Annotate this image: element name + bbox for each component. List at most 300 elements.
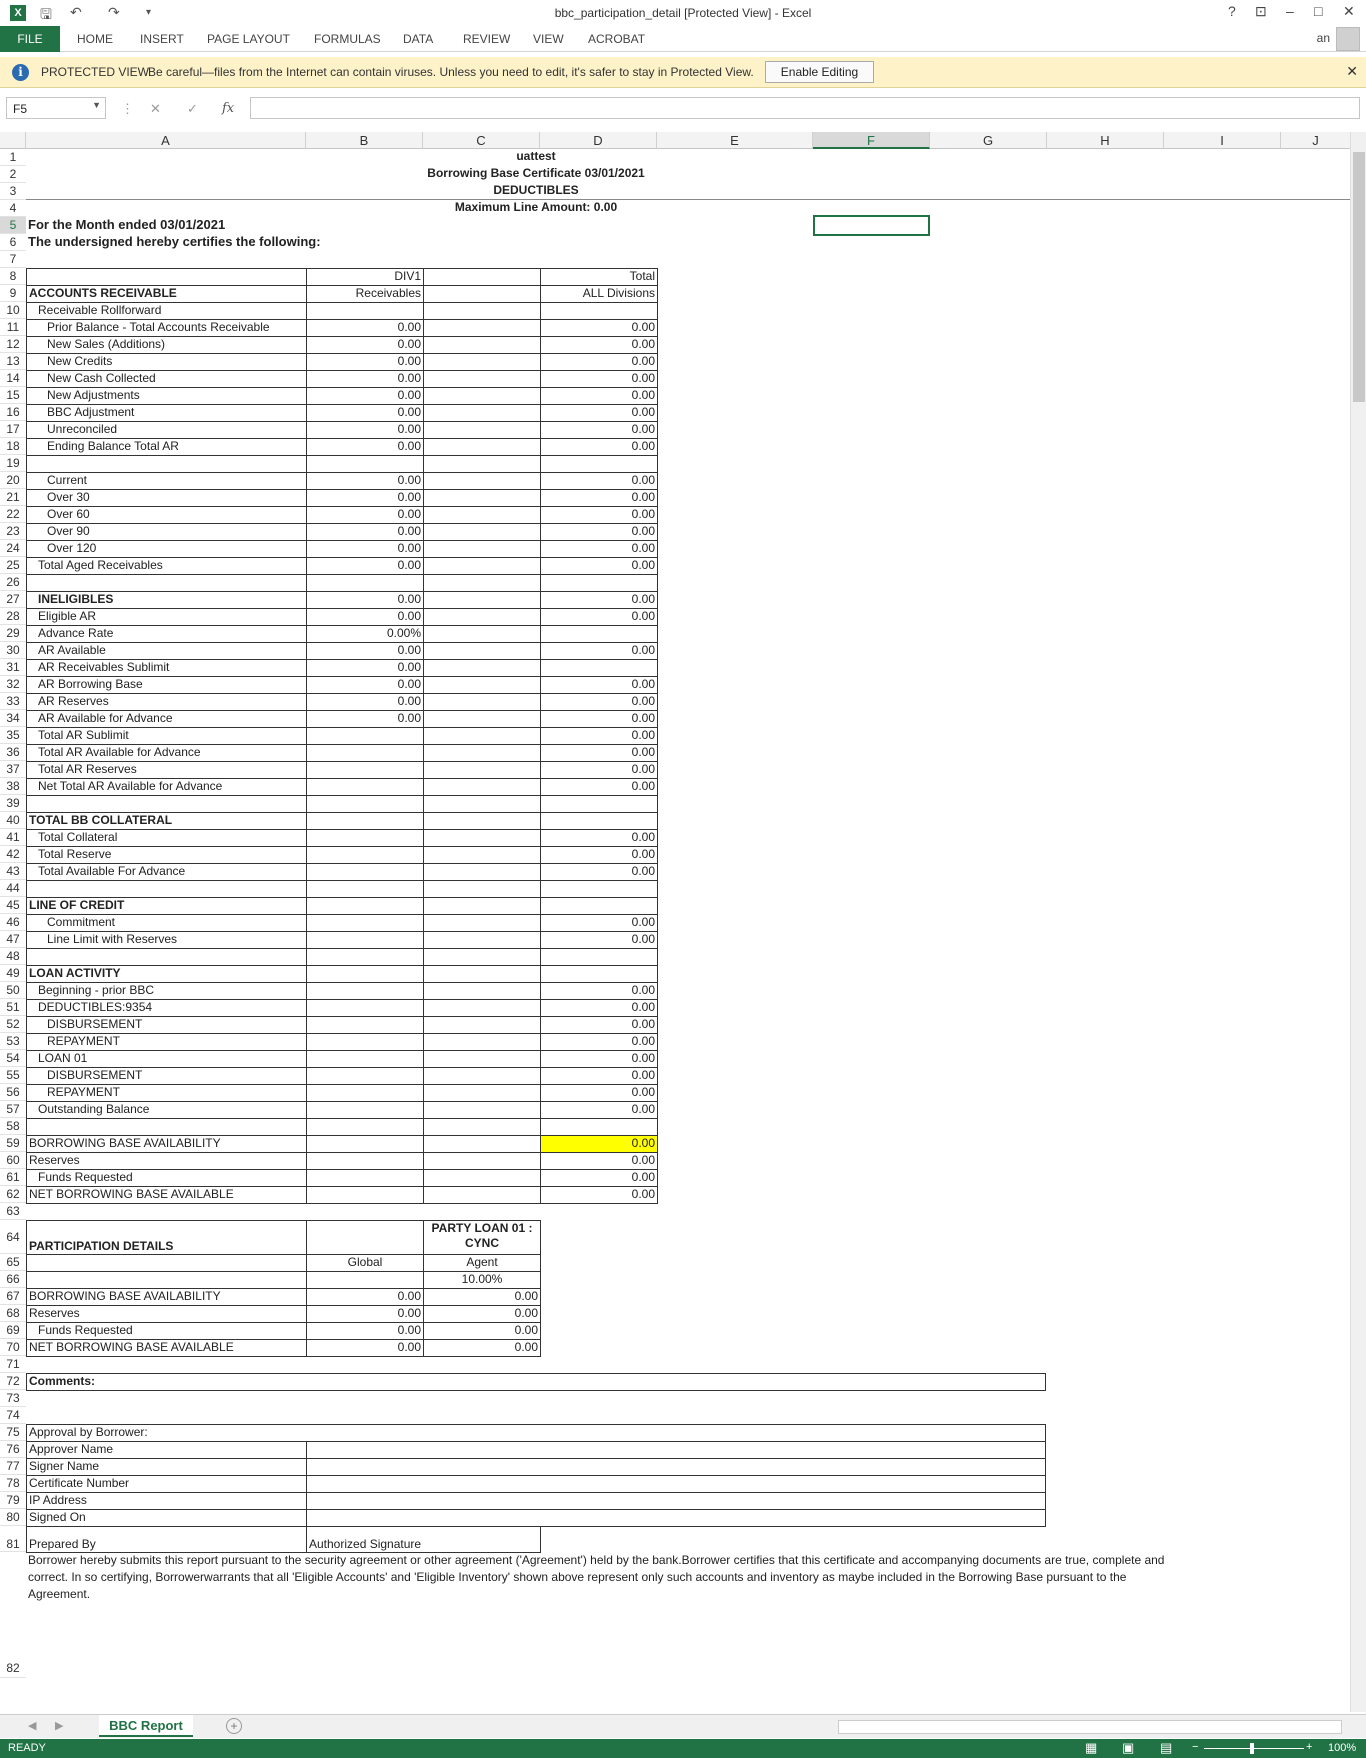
row-label[interactable] (26, 574, 307, 592)
value-div1[interactable] (306, 1152, 424, 1170)
value-total[interactable]: 0.00 (540, 421, 658, 439)
value-total[interactable]: 0.00 (540, 1152, 658, 1170)
value-total[interactable] (540, 455, 658, 473)
cell-c[interactable] (423, 1084, 541, 1102)
cell-c[interactable] (423, 1152, 541, 1170)
value-div1[interactable]: 0.00 (306, 506, 424, 524)
value-total[interactable]: 0.00 (540, 608, 658, 626)
cell-a9[interactable]: ACCOUNTS RECEIVABLE (26, 285, 307, 303)
row-header[interactable]: 31 (0, 659, 26, 676)
zoom-in-icon[interactable]: + (1306, 1741, 1313, 1753)
row-header[interactable]: 1 (0, 149, 26, 166)
value-total[interactable]: 0.00 (540, 710, 658, 728)
row-header[interactable]: 66 (0, 1271, 26, 1288)
row-label[interactable] (26, 1118, 307, 1136)
cell-c[interactable] (423, 608, 541, 626)
page-break-view-icon[interactable]: ▤ (1160, 1740, 1173, 1755)
spreadsheet-grid[interactable] (0, 132, 1366, 1714)
tab-acrobat[interactable]: ACROBAT (588, 32, 646, 46)
row-label[interactable]: BORROWING BASE AVAILABILITY (26, 1135, 307, 1153)
cell-c[interactable] (423, 472, 541, 490)
participation-agent-value[interactable]: 0.00 (423, 1305, 541, 1323)
row-label[interactable]: New Adjustments (26, 387, 307, 405)
formula-input[interactable] (250, 97, 1360, 119)
value-div1[interactable] (306, 1033, 424, 1051)
sheet-tab-bbc-report[interactable]: BBC Report (99, 1715, 193, 1737)
global-header[interactable]: Global (306, 1254, 424, 1272)
value-div1[interactable] (306, 846, 424, 864)
value-total[interactable]: 0.00 (540, 863, 658, 881)
value-div1[interactable] (306, 880, 424, 898)
value-div1[interactable]: 0.00 (306, 676, 424, 694)
value-div1[interactable] (306, 948, 424, 966)
value-total[interactable]: 0.00 (540, 387, 658, 405)
row-header[interactable]: 53 (0, 1033, 26, 1050)
row-label[interactable]: Prior Balance - Total Accounts Receivable (26, 319, 307, 337)
cell-c[interactable] (423, 387, 541, 405)
value-total[interactable]: 0.00 (540, 1186, 658, 1204)
row-header[interactable]: 59 (0, 1135, 26, 1152)
row-header[interactable]: 79 (0, 1492, 26, 1509)
cell-c[interactable] (423, 506, 541, 524)
cell-c[interactable] (423, 1033, 541, 1051)
row-header[interactable]: 5 (0, 217, 26, 234)
cell-c[interactable] (423, 948, 541, 966)
row-label[interactable]: BBC Adjustment (26, 404, 307, 422)
value-div1[interactable] (306, 1135, 424, 1153)
chevron-down-icon[interactable]: ▼ (92, 100, 101, 110)
row-header[interactable]: 42 (0, 846, 26, 863)
row-header[interactable]: 48 (0, 948, 26, 965)
participation-row-label[interactable]: Reserves (26, 1305, 307, 1323)
cell-c[interactable] (423, 1135, 541, 1153)
value-div1[interactable] (306, 999, 424, 1017)
cell-c[interactable] (423, 676, 541, 694)
value-div1[interactable] (306, 761, 424, 779)
row-header[interactable]: 46 (0, 914, 26, 931)
col-header-d[interactable]: D (540, 132, 657, 149)
participation-row-label[interactable]: NET BORROWING BASE AVAILABLE (26, 1339, 307, 1357)
row-header[interactable]: 4 (0, 200, 26, 217)
cell-c[interactable] (423, 319, 541, 337)
row-label[interactable] (26, 948, 307, 966)
cell-c[interactable] (423, 1016, 541, 1034)
value-div1[interactable] (306, 795, 424, 813)
undo-icon[interactable]: ↶ (70, 4, 82, 20)
tab-review[interactable]: REVIEW (463, 32, 511, 46)
zoom-out-icon[interactable]: − (1192, 1741, 1199, 1753)
row-header[interactable]: 44 (0, 880, 26, 897)
row-header[interactable]: 71 (0, 1356, 26, 1373)
row-label[interactable]: Current (26, 472, 307, 490)
vertical-scrollbar[interactable] (1350, 132, 1366, 1712)
insert-function-icon[interactable]: fx (222, 101, 235, 116)
row-label[interactable]: Over 90 (26, 523, 307, 541)
receivables-header[interactable]: Receivables (306, 285, 424, 303)
cell-c[interactable] (423, 744, 541, 762)
value-div1[interactable]: 0.00 (306, 438, 424, 456)
redo-icon[interactable]: ↷ (108, 4, 120, 20)
value-total[interactable]: 0.00 (540, 676, 658, 694)
col-header-i[interactable]: I (1164, 132, 1281, 149)
row-label[interactable]: Total Available For Advance (26, 863, 307, 881)
value-total[interactable]: 0.00 (540, 1067, 658, 1085)
row-label[interactable]: Over 30 (26, 489, 307, 507)
close-message-icon[interactable]: ✕ (1346, 63, 1358, 79)
cell-c[interactable] (423, 625, 541, 643)
row-header[interactable]: 69 (0, 1322, 26, 1339)
approval-field-value[interactable] (306, 1492, 1046, 1510)
value-div1[interactable]: 0.00% (306, 625, 424, 643)
value-div1[interactable]: 0.00 (306, 693, 424, 711)
row-label[interactable]: Total Reserve (26, 846, 307, 864)
cell-c[interactable] (423, 404, 541, 422)
value-div1[interactable] (306, 1186, 424, 1204)
row-label[interactable]: Outstanding Balance (26, 1101, 307, 1119)
value-total[interactable]: 0.00 (540, 370, 658, 388)
row-header[interactable]: 6 (0, 234, 26, 251)
cell-c[interactable] (423, 455, 541, 473)
minimize-icon[interactable]: – (1286, 3, 1294, 19)
tab-formulas[interactable]: FORMULAS (314, 32, 381, 46)
cell-c[interactable] (423, 557, 541, 575)
row-label[interactable]: Receivable Rollforward (26, 302, 307, 320)
cell-c[interactable] (423, 914, 541, 932)
value-total[interactable] (540, 880, 658, 898)
row-label[interactable]: NET BORROWING BASE AVAILABLE (26, 1186, 307, 1204)
value-total[interactable]: 0.00 (540, 523, 658, 541)
row-label[interactable]: INELIGIBLES (26, 591, 307, 609)
value-div1[interactable]: 0.00 (306, 353, 424, 371)
value-div1[interactable] (306, 982, 424, 1000)
value-total[interactable]: 0.00 (540, 846, 658, 864)
participation-global-value[interactable]: 0.00 (306, 1305, 424, 1323)
cell-b64[interactable] (306, 1220, 424, 1255)
row-header[interactable]: 3 (0, 183, 26, 200)
comments-box[interactable]: Comments: (26, 1373, 1046, 1391)
row-label[interactable]: Commitment (26, 914, 307, 932)
value-div1[interactable] (306, 727, 424, 745)
row-header[interactable]: 68 (0, 1305, 26, 1322)
cell-c[interactable] (423, 931, 541, 949)
value-div1[interactable]: 0.00 (306, 404, 424, 422)
cell-c[interactable] (423, 778, 541, 796)
row-header[interactable]: 24 (0, 540, 26, 557)
row-header[interactable]: 65 (0, 1254, 26, 1271)
col-header-b[interactable]: B (306, 132, 423, 149)
value-total[interactable]: 0.00 (540, 914, 658, 932)
row-label[interactable]: Funds Requested (26, 1169, 307, 1187)
row-header[interactable]: 58 (0, 1118, 26, 1135)
approval-field-label[interactable]: Signer Name (26, 1458, 307, 1476)
row-header[interactable]: 27 (0, 591, 26, 608)
value-div1[interactable]: 0.00 (306, 557, 424, 575)
value-total[interactable]: 0.00 (540, 540, 658, 558)
cell-c[interactable] (423, 659, 541, 677)
row-label[interactable]: Reserves (26, 1152, 307, 1170)
row-header[interactable]: 23 (0, 523, 26, 540)
customize-toolbar-icon[interactable]: ▾ (146, 7, 152, 18)
participation-global-value[interactable]: 0.00 (306, 1322, 424, 1340)
horizontal-scrollbar[interactable] (838, 1720, 1342, 1734)
value-total[interactable] (540, 625, 658, 643)
row-header[interactable]: 25 (0, 557, 26, 574)
row-header[interactable]: 75 (0, 1424, 26, 1441)
cell-c[interactable] (423, 965, 541, 983)
value-div1[interactable] (306, 1016, 424, 1034)
cell-b66[interactable] (306, 1271, 424, 1289)
row-header[interactable]: 28 (0, 608, 26, 625)
value-total[interactable]: 0.00 (540, 336, 658, 354)
participation-agent-value[interactable]: 0.00 (423, 1288, 541, 1306)
row-header[interactable]: 78 (0, 1475, 26, 1492)
value-total[interactable] (540, 897, 658, 915)
row-header[interactable]: 60 (0, 1152, 26, 1169)
col-header-a[interactable]: A (26, 132, 306, 149)
value-total[interactable]: 0.00 (540, 1101, 658, 1119)
row-header[interactable]: 11 (0, 319, 26, 336)
value-div1[interactable]: 0.00 (306, 642, 424, 660)
row-label[interactable]: DISBURSEMENT (26, 1016, 307, 1034)
value-total[interactable]: 0.00 (540, 1135, 658, 1153)
row-header[interactable]: 37 (0, 761, 26, 778)
row-header[interactable]: 26 (0, 574, 26, 591)
normal-view-icon[interactable]: ▦ (1085, 1740, 1098, 1755)
value-div1[interactable]: 0.00 (306, 421, 424, 439)
value-div1[interactable] (306, 812, 424, 830)
approval-field-value[interactable] (306, 1509, 1046, 1527)
row-header[interactable]: 13 (0, 353, 26, 370)
tab-data[interactable]: DATA (403, 32, 434, 46)
row-header[interactable]: 81 (0, 1526, 26, 1552)
row-header[interactable]: 29 (0, 625, 26, 642)
row-header[interactable]: 30 (0, 642, 26, 659)
approval-field-value[interactable] (306, 1458, 1046, 1476)
value-total[interactable] (540, 302, 658, 320)
user-name[interactable]: an (1316, 31, 1330, 45)
value-div1[interactable] (306, 302, 424, 320)
row-header[interactable]: 67 (0, 1288, 26, 1305)
value-div1[interactable]: 0.00 (306, 489, 424, 507)
cell-c[interactable] (423, 302, 541, 320)
row-label[interactable]: Total AR Sublimit (26, 727, 307, 745)
row-header[interactable]: 21 (0, 489, 26, 506)
enable-editing-button[interactable]: Enable Editing (765, 61, 874, 83)
add-sheet-icon[interactable]: + (226, 1718, 242, 1734)
col-header-f[interactable]: F (813, 132, 930, 149)
party-loan-header[interactable] (423, 1220, 541, 1255)
row-header[interactable]: 73 (0, 1390, 26, 1407)
cell-a65[interactable] (26, 1254, 307, 1272)
row-label[interactable]: Net Total AR Available for Advance (26, 778, 307, 796)
cell-c[interactable] (423, 1067, 541, 1085)
total-header[interactable]: Total (540, 268, 658, 286)
name-box[interactable] (6, 97, 106, 119)
col-header-c[interactable]: C (423, 132, 540, 149)
row-header[interactable]: 41 (0, 829, 26, 846)
value-div1[interactable] (306, 914, 424, 932)
row-label[interactable]: Ending Balance Total AR (26, 438, 307, 456)
row-label[interactable]: DISBURSEMENT (26, 1067, 307, 1085)
value-div1[interactable]: 0.00 (306, 591, 424, 609)
cell-c[interactable] (423, 795, 541, 813)
row-label[interactable]: Total AR Available for Advance (26, 744, 307, 762)
cell-c[interactable] (423, 1050, 541, 1068)
row-label[interactable]: DEDUCTIBLES:9354 (26, 999, 307, 1017)
cell-c[interactable] (423, 863, 541, 881)
row-header[interactable]: 72 (0, 1373, 26, 1390)
cell-c[interactable] (423, 421, 541, 439)
value-total[interactable] (540, 812, 658, 830)
approval-field-value[interactable] (306, 1475, 1046, 1493)
tab-home[interactable]: HOME (77, 32, 113, 46)
cell-c[interactable] (423, 336, 541, 354)
row-header[interactable]: 8 (0, 268, 26, 285)
value-total[interactable] (540, 965, 658, 983)
avatar[interactable] (1336, 27, 1360, 51)
row-label[interactable]: New Credits (26, 353, 307, 371)
value-total[interactable]: 0.00 (540, 931, 658, 949)
row-label[interactable]: Beginning - prior BBC (26, 982, 307, 1000)
value-total[interactable]: 0.00 (540, 438, 658, 456)
row-header[interactable]: 54 (0, 1050, 26, 1067)
close-icon[interactable]: ✕ (1343, 3, 1355, 19)
value-total[interactable] (540, 1118, 658, 1136)
enter-icon[interactable]: ✓ (187, 101, 198, 116)
value-total[interactable] (540, 659, 658, 677)
row-label[interactable]: New Cash Collected (26, 370, 307, 388)
approval-field-label[interactable]: Approver Name (26, 1441, 307, 1459)
row-header[interactable]: 38 (0, 778, 26, 795)
row-header[interactable]: 61 (0, 1169, 26, 1186)
row-header[interactable]: 74 (0, 1407, 26, 1424)
zoom-level[interactable]: 100% (1328, 1742, 1357, 1754)
tab-insert[interactable]: INSERT (140, 32, 184, 46)
value-total[interactable]: 0.00 (540, 999, 658, 1017)
row-label[interactable]: Total AR Reserves (26, 761, 307, 779)
col-header-e[interactable]: E (657, 132, 813, 149)
row-label[interactable] (26, 795, 307, 813)
scroll-thumb[interactable] (1353, 152, 1365, 402)
value-total[interactable]: 0.00 (540, 693, 658, 711)
ribbon-display-icon[interactable]: ⊡ (1255, 3, 1267, 19)
value-div1[interactable] (306, 1101, 424, 1119)
col-header-h[interactable]: H (1047, 132, 1164, 149)
row-header[interactable]: 80 (0, 1509, 26, 1526)
value-total[interactable]: 0.00 (540, 557, 658, 575)
row-header[interactable]: 22 (0, 506, 26, 523)
value-div1[interactable] (306, 778, 424, 796)
row-label[interactable]: REPAYMENT (26, 1084, 307, 1102)
row-header[interactable]: 40 (0, 812, 26, 829)
authorized-signature[interactable]: Authorized Signature (306, 1526, 541, 1553)
row-header[interactable]: 82 (0, 1552, 26, 1678)
value-total[interactable]: 0.00 (540, 506, 658, 524)
value-div1[interactable]: 0.00 (306, 319, 424, 337)
cell-c[interactable] (423, 999, 541, 1017)
cell-c[interactable] (423, 1101, 541, 1119)
participation-global-value[interactable]: 0.00 (306, 1288, 424, 1306)
row-header[interactable]: 45 (0, 897, 26, 914)
value-total[interactable]: 0.00 (540, 319, 658, 337)
row-header[interactable]: 62 (0, 1186, 26, 1203)
row-label[interactable]: Eligible AR (26, 608, 307, 626)
value-total[interactable] (540, 948, 658, 966)
row-header[interactable]: 14 (0, 370, 26, 387)
value-total[interactable]: 0.00 (540, 1169, 658, 1187)
row-label[interactable]: TOTAL BB COLLATERAL (26, 812, 307, 830)
cell-a8[interactable] (26, 268, 307, 286)
value-div1[interactable]: 0.00 (306, 608, 424, 626)
row-label[interactable]: REPAYMENT (26, 1033, 307, 1051)
value-div1[interactable]: 0.00 (306, 540, 424, 558)
value-total[interactable]: 0.00 (540, 472, 658, 490)
cell-c[interactable] (423, 897, 541, 915)
value-total[interactable]: 0.00 (540, 489, 658, 507)
maximize-icon[interactable]: □ (1314, 3, 1323, 19)
value-div1[interactable] (306, 1169, 424, 1187)
participation-pct[interactable]: 10.00% (423, 1271, 541, 1289)
row-header[interactable]: 63 (0, 1203, 26, 1220)
value-div1[interactable] (306, 1050, 424, 1068)
row-label[interactable]: Over 120 (26, 540, 307, 558)
row-header[interactable]: 16 (0, 404, 26, 421)
cell-c[interactable] (423, 591, 541, 609)
col-header-j[interactable]: J (1281, 132, 1351, 149)
value-total[interactable] (540, 574, 658, 592)
row-header[interactable]: 70 (0, 1339, 26, 1356)
value-div1[interactable] (306, 574, 424, 592)
row-header[interactable]: 52 (0, 1016, 26, 1033)
approval-field-label[interactable]: IP Address (26, 1492, 307, 1510)
row-header[interactable]: 39 (0, 795, 26, 812)
row-label[interactable]: Total Collateral (26, 829, 307, 847)
value-div1[interactable]: 0.00 (306, 387, 424, 405)
agent-header[interactable]: Agent (423, 1254, 541, 1272)
participation-agent-value[interactable]: 0.00 (423, 1322, 541, 1340)
prepared-by[interactable]: Prepared By (26, 1526, 307, 1553)
row-label[interactable]: AR Receivables Sublimit (26, 659, 307, 677)
value-div1[interactable] (306, 897, 424, 915)
row-label[interactable]: AR Available for Advance (26, 710, 307, 728)
row-header[interactable]: 32 (0, 676, 26, 693)
value-total[interactable]: 0.00 (540, 1033, 658, 1051)
cell-c[interactable] (423, 642, 541, 660)
cell-c[interactable] (423, 761, 541, 779)
row-header[interactable]: 9 (0, 285, 26, 302)
page-layout-view-icon[interactable]: ▣ (1122, 1740, 1135, 1755)
row-header[interactable]: 56 (0, 1084, 26, 1101)
value-div1[interactable]: 0.00 (306, 659, 424, 677)
value-div1[interactable]: 0.00 (306, 336, 424, 354)
row-label[interactable]: Line Limit with Reserves (26, 931, 307, 949)
prev-sheet-icon[interactable]: ◀ (28, 1720, 37, 1732)
cell-c[interactable] (423, 1169, 541, 1187)
value-total[interactable]: 0.00 (540, 778, 658, 796)
row-label[interactable]: LOAN 01 (26, 1050, 307, 1068)
row-header[interactable]: 33 (0, 693, 26, 710)
cancel-icon[interactable]: ✕ (150, 101, 161, 116)
cell-c[interactable] (423, 489, 541, 507)
row-header[interactable]: 51 (0, 999, 26, 1016)
value-total[interactable]: 0.00 (540, 353, 658, 371)
participation-global-value[interactable]: 0.00 (306, 1339, 424, 1357)
row-header[interactable]: 10 (0, 302, 26, 319)
cell-c[interactable] (423, 1118, 541, 1136)
row-header[interactable]: 49 (0, 965, 26, 982)
participation-agent-value[interactable]: 0.00 (423, 1339, 541, 1357)
row-label[interactable]: LOAN ACTIVITY (26, 965, 307, 983)
